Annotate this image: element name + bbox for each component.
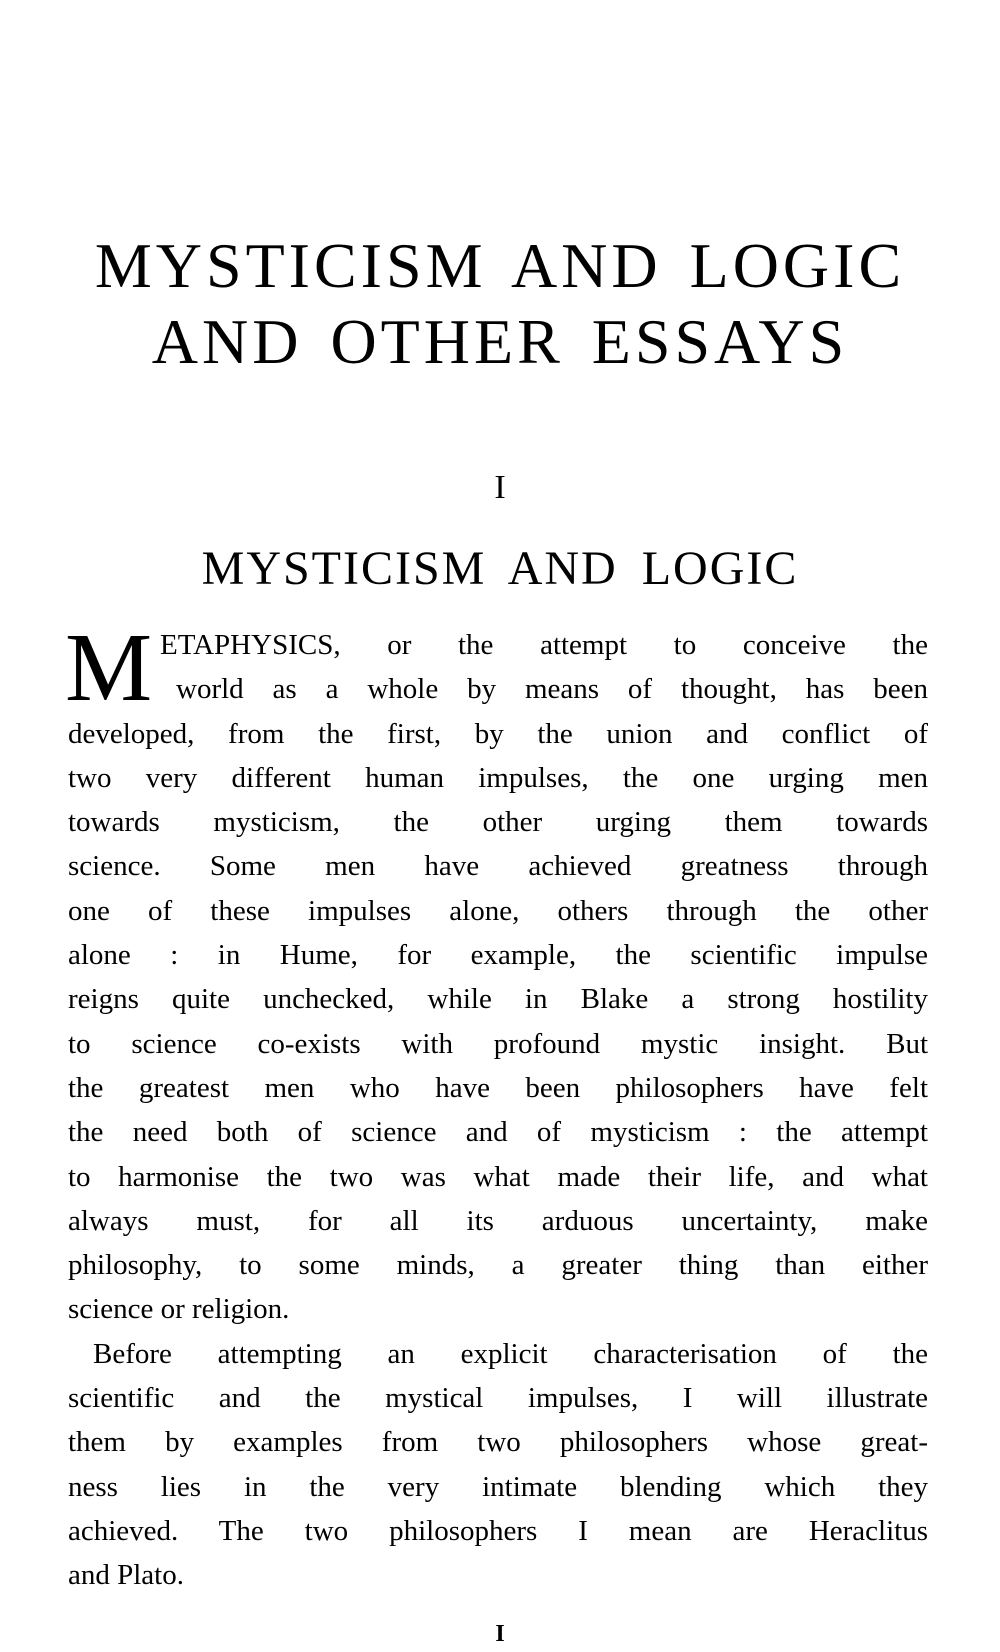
text-line: two very different human impulses, the one urging men: [68, 761, 928, 794]
text-line: to science co-exists with profound mystic insight. But: [68, 1027, 928, 1060]
text-line: the need both of science and of mysticism : the attempt: [68, 1116, 928, 1149]
text-line: towards mysticism, the other urging them towards: [68, 806, 928, 839]
text-line: ness lies in the very intimate blending which they: [68, 1470, 928, 1503]
chapter-number: I: [494, 469, 506, 506]
text-line: to harmonise the two was what made their life, and what: [68, 1160, 928, 1193]
text-line: scientific and the mystical impulses, I will illustrate: [68, 1382, 928, 1415]
paragraph: [68, 1332, 928, 1598]
text-line: one of these impulses alone, others through the other: [68, 894, 928, 927]
text-line: ETAPHYSICS, or the attempt to conceive the: [160, 629, 928, 661]
text-line: developed, from the first, by the union and conflict of: [68, 717, 928, 750]
text-line: them by examples from two philosophers whose great-: [68, 1426, 928, 1459]
book-title: [0, 228, 1000, 380]
text-line: science. Some men have achieved greatness through: [68, 850, 928, 883]
text-line: world as a whole by means of thought, has been: [176, 673, 928, 706]
drop-cap: M: [65, 614, 153, 722]
text-line: achieved. The two philosophers I mean are Heraclitus: [68, 1514, 928, 1547]
body-text: [65, 614, 928, 1598]
text-line: always must, for all its arduous uncertainty, make: [68, 1204, 928, 1237]
chapter-title: MYSTICISM AND LOGIC: [201, 542, 799, 595]
text-line: reigns quite unchecked, while in Blake a strong hostility: [68, 983, 928, 1016]
text-line: philosophy, to some minds, a greater thing than either: [68, 1249, 928, 1282]
text-line: Before attempting an explicit characterisation of the: [93, 1337, 928, 1370]
paragraph: [65, 614, 928, 1332]
text-line: science or religion.: [68, 1293, 290, 1326]
book-title-line-1: MYSTICISM AND LOGIC: [94, 230, 906, 301]
page-number: I: [495, 1621, 505, 1647]
text-line: the greatest men who have been philosophers have felt: [68, 1071, 928, 1104]
book-title-line-2: AND OTHER ESSAYS: [151, 306, 849, 377]
text-line: alone : in Hume, for example, the scientific impulse: [68, 939, 928, 972]
text-line: and Plato.: [68, 1559, 184, 1592]
